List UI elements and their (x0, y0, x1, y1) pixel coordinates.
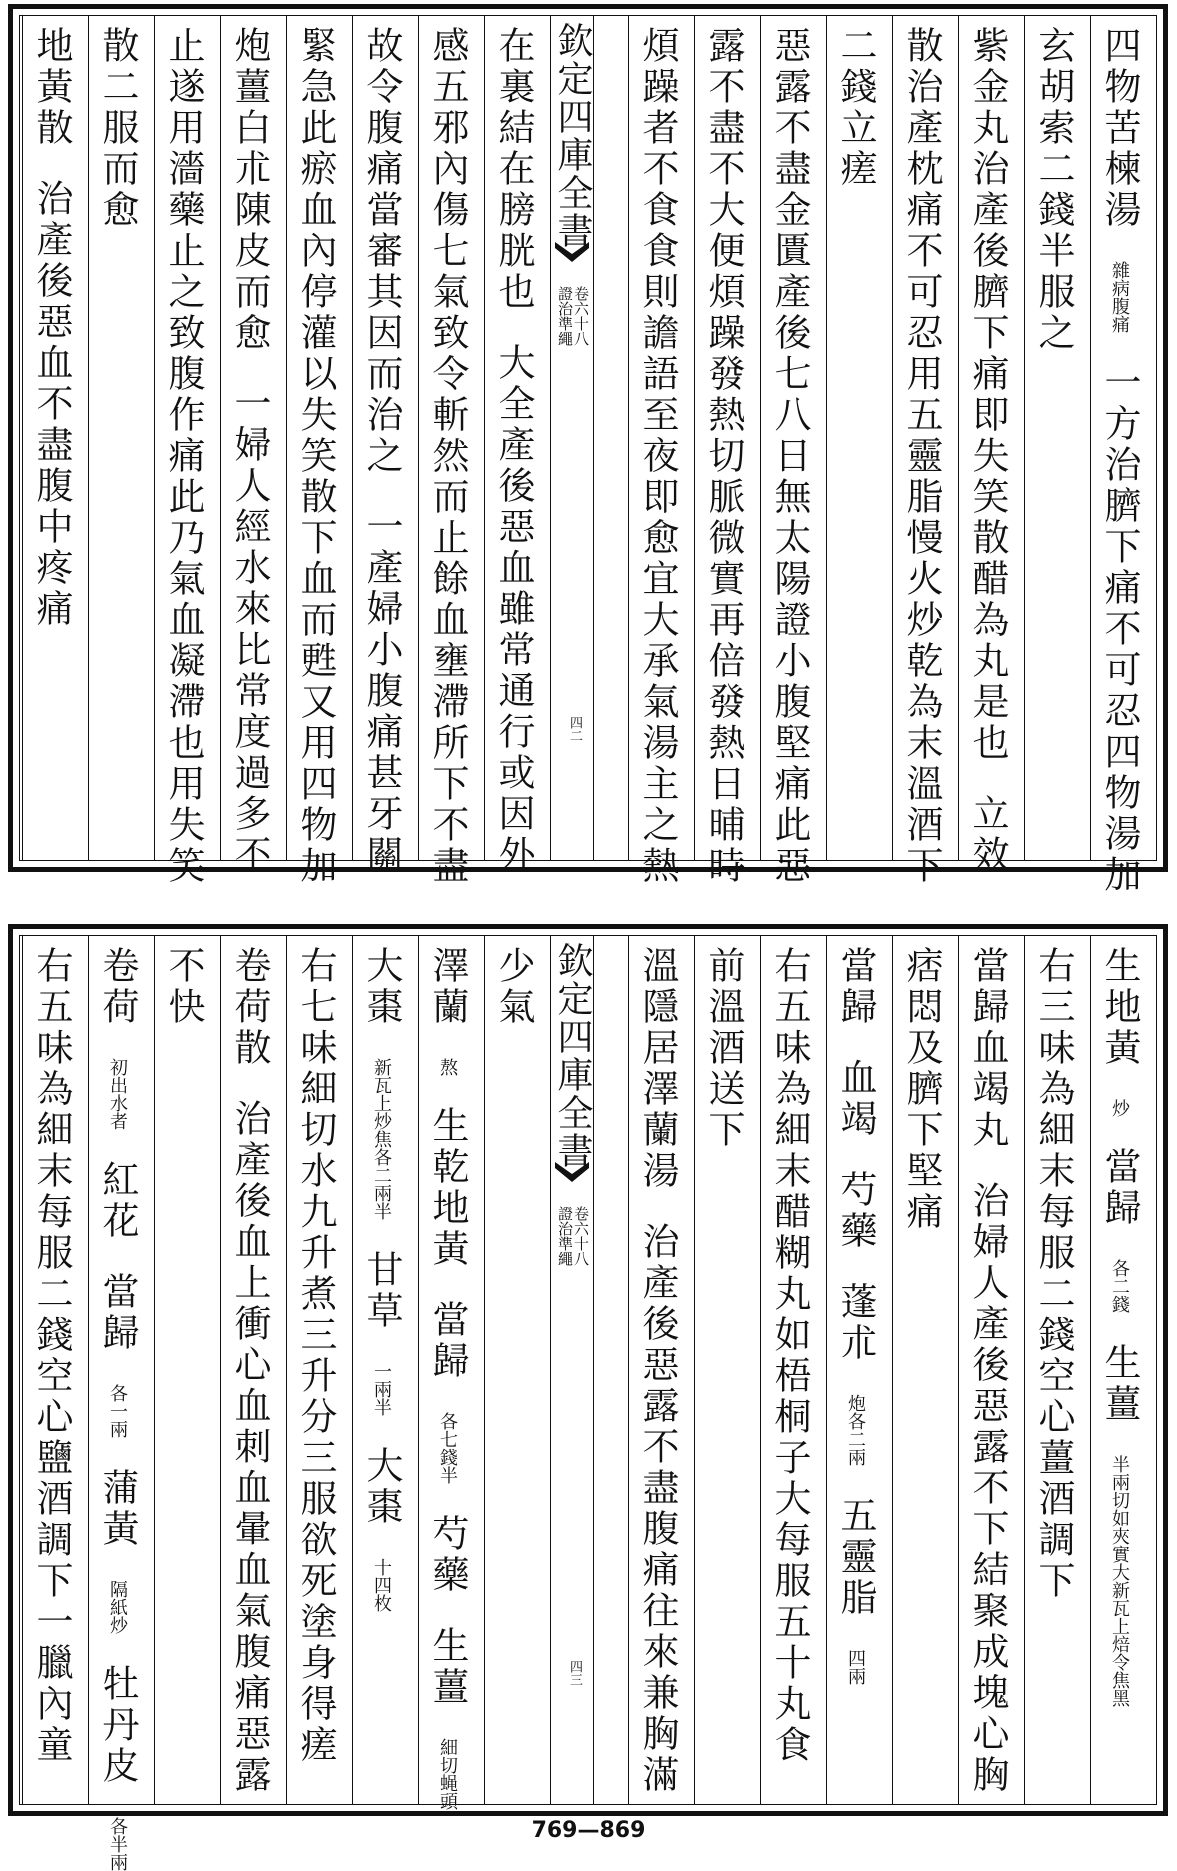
text-segment: 十四枚 (371, 1558, 392, 1612)
text-column (220, 16, 286, 876)
text-segment: 炒 (1109, 1099, 1130, 1117)
text-segment: 芍藥 (834, 1170, 877, 1252)
text-segment: 治婦人產後惡露不下結聚成塊心胸 (966, 1181, 1009, 1796)
text-segment: 治產後血上衝心血刺血暈血氣腹痛惡露 (228, 1099, 271, 1796)
text-segment: 露不盡不大便煩躁發熱切脈微實再倍發熱日晡時 (702, 26, 745, 887)
text-column (286, 936, 352, 1804)
text-segment: 隔紙炒 (107, 1580, 128, 1634)
text-segment: 新瓦上炒焦各二兩半 (371, 1058, 392, 1220)
text-segment: 治產後惡露不盡腹痛往來兼胸滿 (636, 1222, 679, 1796)
text-segment: 芍藥 (426, 1514, 469, 1596)
text-column (484, 936, 550, 1804)
text-column (628, 936, 694, 1804)
text-column (826, 936, 892, 1804)
text-column (1090, 936, 1156, 1804)
text-segment: 地黃散 (30, 26, 73, 149)
text-segment: 各一兩 (107, 1384, 128, 1438)
top-page-frame (19, 15, 1157, 896)
text-segment: 四兩 (845, 1649, 866, 1685)
text-segment: 少氣 (492, 946, 535, 1028)
text-segment: 牡丹皮 (96, 1664, 139, 1787)
text-segment: 當歸 (834, 946, 877, 1028)
text-segment: 五靈脂 (834, 1496, 877, 1619)
text-segment: 故令腹痛當審其因而治之 (360, 26, 403, 477)
text-segment: 半兩切如夾實大新瓦上焙令焦黑 (1109, 1455, 1130, 1707)
text-segment: 大棗 (360, 946, 403, 1028)
text-segment: 卷荷 (96, 946, 139, 1028)
volume-number: 卷六十八 (572, 1206, 590, 1266)
text-segment: 二錢立瘥 (834, 26, 877, 190)
text-column (1024, 16, 1090, 860)
text-segment: 治產後惡血不盡腹中疼痛 (30, 179, 73, 630)
text-column (958, 16, 1024, 876)
text-segment: 熬 (437, 1058, 458, 1076)
text-segment: 在裏結在膀胱也 (492, 26, 535, 313)
text-column (286, 16, 352, 887)
text-column (826, 16, 892, 860)
text-segment: 各半兩 (107, 1817, 128, 1871)
text-segment: 右五味為細末醋糊丸如梧桐子大每服五十丸食 (768, 946, 811, 1766)
volume-number: 卷六十八 (572, 286, 590, 346)
text-column (418, 936, 484, 1810)
text-segment: 生薑 (1098, 1343, 1141, 1425)
text-column (1090, 16, 1156, 896)
text-column (352, 936, 418, 1804)
text-segment: 緊急此瘀血內停灌以失笑散下血而甦又用四物加 (294, 26, 337, 887)
text-segment: 不快 (162, 946, 205, 1028)
text-segment: 玄胡索二錢半服之 (1032, 26, 1075, 354)
text-segment: 痞悶及臍下堅痛 (900, 946, 943, 1233)
folio-number: 四二 (567, 716, 582, 742)
text-column (1024, 936, 1090, 1804)
center-fold (550, 936, 594, 1804)
text-column (760, 936, 826, 1804)
text-column (22, 936, 88, 1804)
text-segment: 生地黃 (1098, 946, 1141, 1069)
text-segment: 止遂用濇藥止之致腹作痛此乃氣血凝滯也用失笑 (162, 26, 205, 887)
text-segment: 生乾地黃 (426, 1106, 469, 1270)
text-column (628, 16, 694, 887)
text-segment: 感五邪內傷七氣致令斬然而止餘血壅滯所下不盡 (426, 26, 469, 887)
top-page (8, 4, 1168, 896)
text-segment: 大棗 (360, 1446, 403, 1528)
text-segment: 大全產後惡血雖常通行或因外 (492, 343, 535, 876)
text-segment: 生薑 (426, 1626, 469, 1708)
volume-title: 證治準繩 (556, 286, 574, 346)
text-column (88, 16, 154, 860)
text-segment: 一方治臍下痛不可忍四物湯加 (1098, 363, 1141, 896)
text-column (418, 16, 484, 887)
folio-number: 四三 (567, 1660, 582, 1686)
text-column (892, 936, 958, 1804)
volume-title: 證治準繩 (556, 1206, 574, 1266)
text-segment: 蒲黃 (96, 1468, 139, 1550)
fishtail-mark-icon (555, 242, 589, 262)
text-segment: 一產婦小腹痛甚牙關 (360, 507, 403, 876)
book-title: 欽定四庫全書 (552, 942, 593, 1170)
text-column (484, 16, 550, 876)
text-segment: 甘草 (360, 1250, 403, 1332)
text-segment: 當歸 (96, 1272, 139, 1354)
text-segment: 一婦人經水來比常度過多不 (228, 384, 271, 876)
text-segment: 四物苦楝湯 (1098, 26, 1141, 231)
text-segment: 煩躁者不食食則譫語至夜即愈宜大承氣湯主之熱 (636, 26, 679, 887)
text-segment: 紫金丸治產後臍下痛即失笑散醋為丸是也 (966, 26, 1009, 764)
text-segment: 炮各二兩 (845, 1394, 866, 1466)
text-column (88, 936, 154, 1871)
text-column (154, 16, 220, 887)
text-segment: 當歸 (1098, 1147, 1141, 1229)
text-segment: 右七味細切水九升煮三升分三服欲死塗身得瘥 (294, 946, 337, 1766)
text-column (760, 16, 826, 887)
text-segment: 紅花 (96, 1160, 139, 1242)
text-segment: 各二錢 (1109, 1259, 1130, 1313)
text-column (694, 936, 760, 1804)
text-segment: 右三味為細末每服二錢空心薑酒調下 (1032, 946, 1075, 1602)
text-segment: 惡露不盡金匱產後七八日無太陽證小腹堅痛此惡 (768, 26, 811, 887)
text-segment: 雜病腹痛 (1109, 261, 1130, 333)
text-segment: 澤蘭 (426, 946, 469, 1028)
text-segment: 蓬朮 (834, 1282, 877, 1364)
page-number: 769—869 (531, 1818, 646, 1843)
center-fold (550, 16, 594, 860)
text-segment: 各七錢半 (437, 1412, 458, 1484)
text-segment: 散二服而愈 (96, 26, 139, 231)
text-segment: 右五味為細末每服二錢空心鹽酒調下一臘內童 (30, 946, 73, 1766)
text-column (22, 16, 88, 860)
text-segment: 立效 (966, 794, 1009, 876)
text-segment: 血竭 (834, 1058, 877, 1140)
text-segment: 一兩半 (371, 1362, 392, 1416)
text-segment: 散治產枕痛不可忍用五靈脂慢火炒乾為末溫酒下 (900, 26, 943, 887)
text-segment: 當歸 (426, 1300, 469, 1382)
text-column (958, 936, 1024, 1804)
text-segment: 前溫酒送下 (702, 946, 745, 1151)
text-segment: 當歸血竭丸 (966, 946, 1009, 1151)
text-segment: 初出水者 (107, 1058, 128, 1130)
text-segment: 溫隱居澤蘭湯 (636, 946, 679, 1192)
text-column (220, 936, 286, 1804)
text-column (352, 16, 418, 876)
text-segment: 細切蝇頭 (437, 1738, 458, 1810)
text-segment: 炮薑白朮陳皮而愈 (228, 26, 271, 354)
text-column (892, 16, 958, 887)
book-title: 欽定四庫全書 (552, 22, 593, 250)
fishtail-mark-icon (555, 1162, 589, 1182)
text-column (694, 16, 760, 887)
text-column (154, 936, 220, 1804)
text-segment: 卷荷散 (228, 946, 271, 1069)
